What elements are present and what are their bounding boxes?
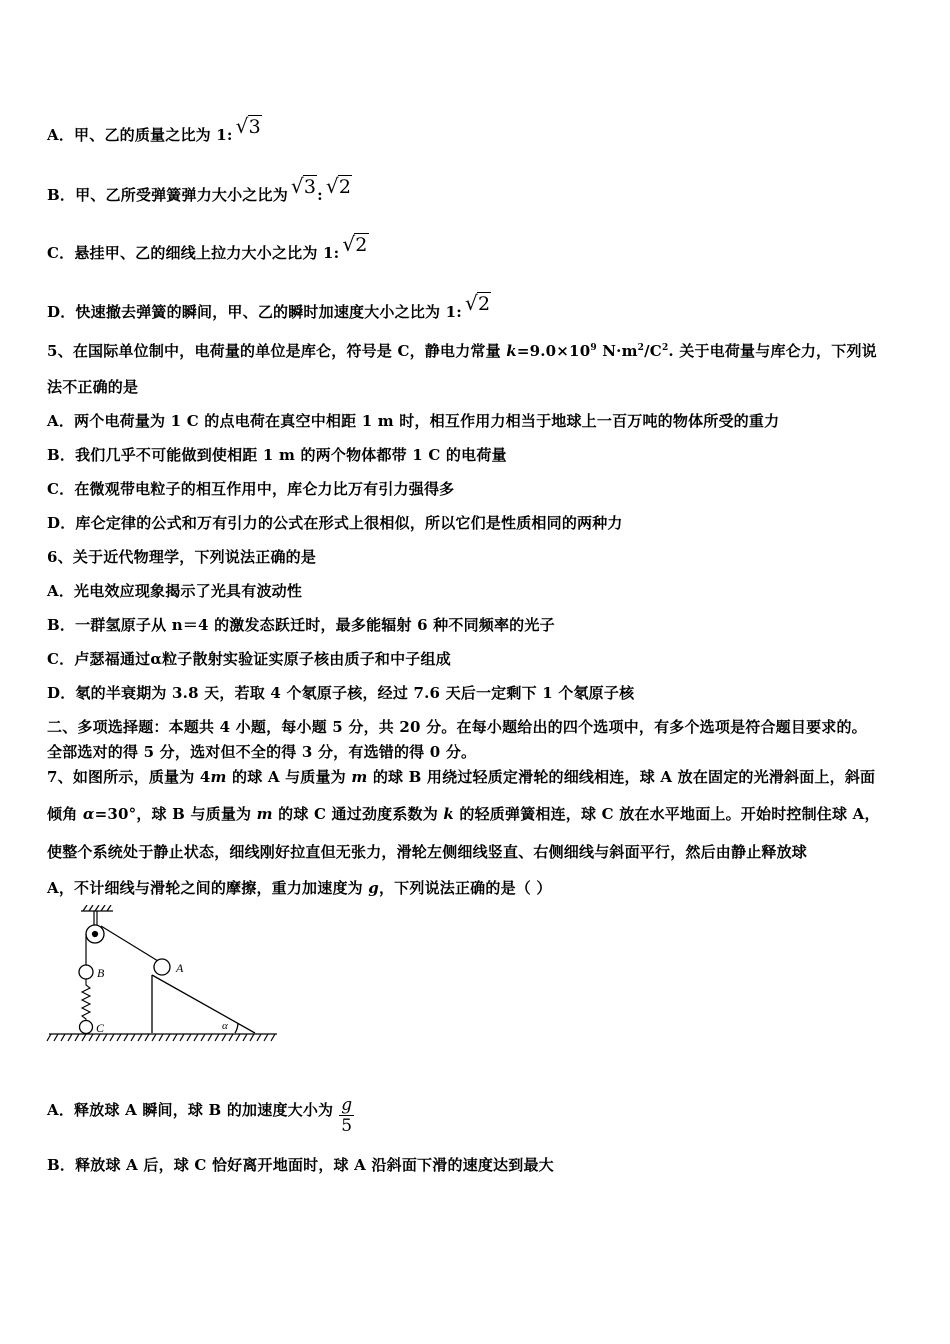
string-right — [101, 926, 158, 961]
q5-option-d: D．库仑定律的公式和万有引力的公式在形式上很相似，所以它们是性质相同的两种力 — [47, 514, 623, 532]
q6-option-a: A．光电效应现象揭示了光具有波动性 — [47, 582, 303, 600]
pulley — [86, 925, 104, 943]
q6-stem: 6、关于近代物理学，下列说法正确的是 — [47, 548, 317, 566]
section2-heading-line2: 全部选对的得 5 分，选对但不全的得 3 分，有选错的得 0 分。 — [47, 743, 477, 761]
ball-a — [154, 959, 170, 975]
q5-stem-line1: 5、在国际单位制中，电荷量的单位是库仑，符号是 C，静电力常量 $k=9.0\times 10^9$ $N\cdot m^2/C^2$. 关于电荷量与库仑力，下列说 — [47, 342, 877, 360]
q6-option-c: C．卢瑟福通过α粒子散射实验证实原子核由质子和中子组成 — [47, 650, 451, 668]
q7-option-b: B．释放球 A 后，球 C 恰好离开地面时，球 A 沿斜面下滑的速度达到最大 — [47, 1156, 554, 1174]
spring — [82, 979, 90, 1021]
label-alpha: α — [222, 1020, 228, 1032]
sqrt-expression: √2 — [325, 174, 352, 198]
label-b: B — [97, 966, 105, 980]
incline — [152, 975, 255, 1033]
q7-option-a: A．释放球 A 瞬间，球 B 的加速度大小为 $\frac{g}{5}$ — [47, 1095, 353, 1136]
q4-option-c: C．悬挂甲、乙的细线上拉力大小之比为 1: √2 — [47, 232, 368, 262]
q5-option-c: C．在微观带电粒子的相互作用中，库仑力比万有引力强得多 — [47, 480, 455, 498]
ceiling-support — [81, 905, 113, 927]
q4-option-d: D．快速撤去弹簧的瞬间，甲、乙的瞬时加速度大小之比为 1: √2 — [47, 291, 491, 321]
label-a: A — [176, 961, 184, 975]
q7-stem-line3: 使整个系统处于静止状态，细线刚好拉直但无张力，滑轮左侧细线竖直、右侧细线与斜面平行，然后由静止释放球 — [47, 843, 808, 861]
q5-option-a: A．两个电荷量为 1 C 的点电荷在真空中相距 1 m 时，相互作用力相当于地球上一百万吨的物体所受的重力 — [47, 412, 780, 430]
q7-stem-line2: 倾角 α=30°，球 B 与质量为 m 的球 C 通过劲度系数为 k 的轻质弹簧相连，球 C 放在水平地面上。开始时控制住球 A， — [47, 805, 880, 823]
q5-stem-line2: 法不正确的是 — [47, 378, 139, 396]
q5-option-b: B．我们几乎不可能做到使相距 1 m 的两个物体都带 1 C 的电荷量 — [47, 446, 507, 464]
label-c: C — [96, 1021, 105, 1035]
ball-b — [79, 965, 93, 979]
sqrt-expression: √2 — [465, 291, 491, 315]
pulley-incline-diagram — [45, 905, 285, 1045]
q4-option-a: A．甲、乙的质量之比为 1: √3 — [47, 114, 261, 144]
q6-option-b: B．一群氢原子从 n＝4 的激发态跃迁时，最多能辐射 6 种不同频率的光子 — [47, 616, 555, 634]
q6-option-d: D．氡的半衰期为 3.8 天，若取 4 个氡原子核，经过 7.6 天后一定剩下 1 个氡原子核 — [47, 684, 635, 702]
q4-option-b: B．甲、乙所受弹簧弹力大小之比为 √3: √2 — [47, 174, 352, 204]
sqrt-expression: √3 — [235, 114, 261, 138]
q7-stem-line1: 7、如图所示，质量为 4m 的球 A 与质量为 m 的球 B 用绕过轻质定滑轮的细线相连，球 A 放在固定的光滑斜面上，斜面 — [47, 768, 876, 786]
q7-stem-line4: A，不计细线与滑轮之间的摩擦，重力加速度为 g，下列说法正确的是（ ） — [47, 879, 552, 897]
fraction-expression: $\frac{g}{5}$ — [341, 1095, 353, 1136]
section2-heading-line1: 二、多项选择题：本题共 4 小题，每小题 5 分，共 20 分。在每小题给出的四个选项中，有多个选项是符合题目要求的。 — [47, 718, 867, 736]
sqrt-expression: √2 — [342, 232, 368, 256]
ball-c — [80, 1021, 93, 1034]
sqrt-expression: √3 — [290, 174, 317, 198]
ground — [47, 1034, 277, 1041]
